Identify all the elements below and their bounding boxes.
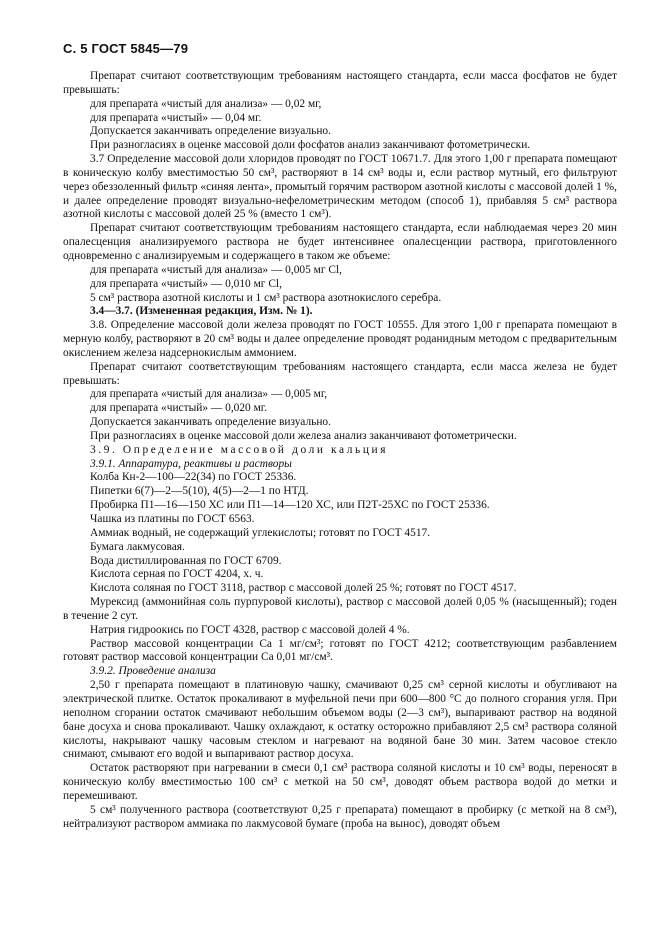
paragraph: Кислота соляная по ГОСТ 3118, раствор с массовой долей 25 %; готовят по ГОСТ 4517.: [90, 582, 517, 595]
paragraph: 5 см³ полученного раствора (соответствуют 0,25 г препарата) помещают в пробирку (с меткой на 8 см³), нейтрализуют раствором аммиака по лакмусовой бумаге (проба на вынос), доводят объем: [63, 803, 617, 830]
paragraph: Допускается заканчивать определение визуально.: [90, 416, 331, 429]
paragraph: Натрия гидроокись по ГОСТ 4328, раствор с массовой долей 4 %.: [90, 623, 410, 636]
paragraph: Чашка из платины по ГОСТ 6563.: [90, 513, 255, 525]
paragraph: для препарата «чистый для анализа» — 0,005 мг,: [90, 388, 328, 401]
paragraph: для препарата «чистый для анализа» — 0,005 мг Cl,: [90, 263, 342, 276]
paragraph: Колба Кн-2—100—22(34) по ГОСТ 25336.: [90, 471, 297, 484]
paragraph: Препарат считают соответствующим требованиям настоящего стандарта, если наблюдаемая через 20 мин опалесценция анализируемого раствора не будет интенсивнее опалесценции раствора, приготовленного одновременно с анализируемым и содержащего в таком же объеме:: [63, 222, 617, 262]
paragraph: Пробирка П1—16—150 ХС или П1—14—120 ХС, или П2Т-25ХС по ГОСТ 25336.: [90, 499, 490, 512]
paragraph: Раствор массовой концентрации Са 1 мг/см³; готовят по ГОСТ 4212; соответствующим разбавлением готовят раствор массовой концентрации Са 0,01 мг/см³.: [63, 637, 617, 664]
paragraph: 3.9. Определение массовой доли кальция: [90, 443, 389, 456]
paragraph: Мурексид (аммонийная соль пурпуровой кислоты), раствор с массовой долей 0,05 % (насыщенный); годен в течение 2 сут.: [63, 596, 617, 622]
paragraph: Остаток растворяют при нагревании в смеси 0,1 см³ раствора соляной кислоты и 10 см³ воды, переносят в коническую колбу вместимостью 100 см³ с меткой на 50 см³, доводят объем раствора водой до метки и перемешивают.: [63, 762, 617, 802]
paragraph: 3.9.2. Проведение анализа: [90, 665, 216, 678]
paragraph: для препарата «чистый» — 0,010 мг Cl,: [90, 277, 282, 290]
paragraph: 5 см³ раствора азотной кислоты и 1 см³ раствора азотнокислого серебра.: [90, 291, 442, 304]
paragraph: для препарата «чистый» — 0,04 мг.: [90, 111, 262, 124]
paragraph: для препарата «чистый для анализа» — 0,02 мг,: [90, 97, 322, 110]
paragraph: 2,50 г препарата помещают в платиновую чашку, смачивают 0,25 см³ серной кислоты и обугливают на электрической плитке. Остаток прокаливают в муфельной печи при 600—800 °С до полного сгорания угля. При неполном сгорании остаток смачивают небольшим объемом воды (2—3 см³), выпаривают раствор на водяной бане досуха и снова прокаливают. Чашку охлаждают, к остатку осторожно прибавляют 2,5 см³ раствора соляной кислоты, накрывают чашку часовым стеклом и нагревают на водяной бане 30 мин. Затем часовое стекло снимают, смывают его водой и выпаривают раствор досуха.: [63, 679, 617, 761]
page-header: С. 5 ГОСТ 5845—79: [63, 41, 189, 56]
paragraph: для препарата «чистый» — 0,020 мг.: [90, 402, 268, 415]
paragraph: 3.7 Определение массовой доли хлоридов проводят по ГОСТ 10671.7. Для этого 1,00 г препарата помещают в коническую колбу вместимостью 50 см³, растворяют в 14 см³ воды и, если раствор мутный, его фильтруют через обеззоленный фильтр «синяя лента», промытый горячим раствором азотной кислоты с массовой долей 1 %, и далее определение проводят визуально-нефелометрическим методом (способ 1), прибавляя 5 см³ раствора азотной кислоты с массовой долей 25 % (вместо 1 см³).: [63, 153, 617, 221]
paragraph: 3.8. Определение массовой доли железа проводят по ГОСТ 10555. Для этого 1,00 г препарата помещают в мерную колбу, растворяют в 20 см³ воды и далее определение проводят роданидным методом с предварительным окислением железа надсернокислым аммонием.: [63, 319, 617, 359]
paragraph: Кислота серная по ГОСТ 4204, х. ч.: [90, 568, 264, 581]
paragraph: Бумага лакмусовая.: [90, 540, 185, 553]
paragraph: При разногласиях в оценке массовой доли железа анализ заканчивают фотометрически.: [90, 429, 517, 442]
paragraph: 3.4—3.7. (Измененная редакция, Изм. № 1).: [90, 305, 313, 318]
paragraph: Препарат считают соответствующим требованиям настоящего стандарта, если масса фосфатов не будет превышать:: [63, 70, 617, 96]
paragraph: Пипетки 6(7)—2—5(10), 4(5)—2—1 по НТД.: [90, 485, 309, 498]
paragraph: 3.9.1. Аппаратура, реактивы и растворы: [90, 457, 292, 470]
paragraph: Допускается заканчивать определение визуально.: [90, 125, 331, 138]
paragraph: Вода дистиллированная по ГОСТ 6709.: [90, 554, 282, 567]
paragraph: Аммиак водный, не содержащий углекислоты; готовят по ГОСТ 4517.: [90, 526, 431, 539]
document-body: [63, 70, 617, 831]
paragraph: При разногласиях в оценке массовой доли фосфатов анализ заканчивают фотометрически.: [90, 139, 531, 152]
paragraph: Препарат считают соответствующим требованиям настоящего стандарта, если масса железа не будет превышать:: [63, 360, 617, 387]
